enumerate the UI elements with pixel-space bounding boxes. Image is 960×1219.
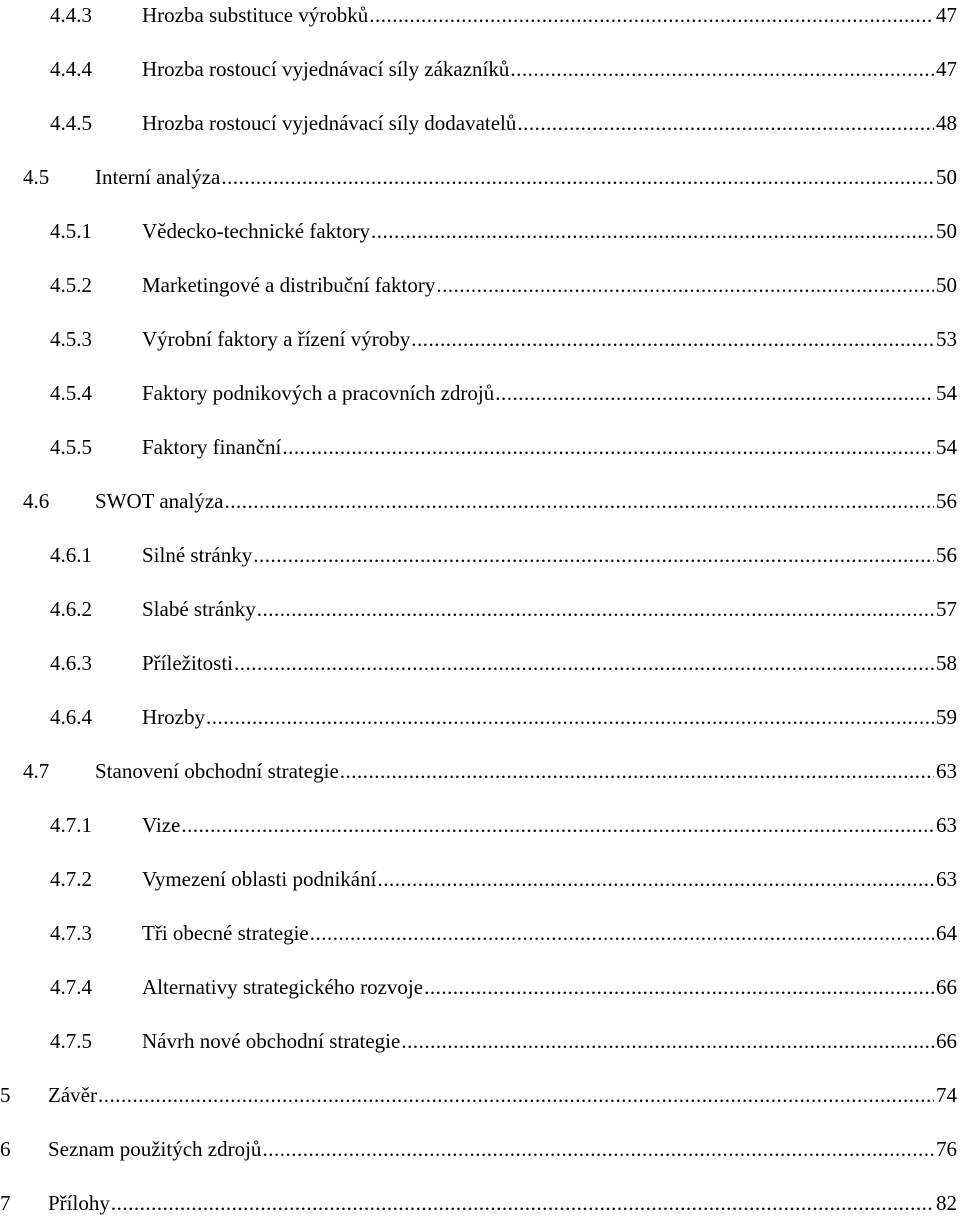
dot-leader (282, 432, 934, 462)
toc-entry[interactable] (0, 864, 957, 894)
toc-entry-page: 50 (936, 219, 957, 243)
toc-entry-number: 4.6.1 (50, 543, 92, 567)
toc-entry-number: 4.4.3 (50, 3, 92, 27)
toc-entry[interactable] (0, 972, 957, 1002)
toc-entry-number: 4.6.4 (50, 705, 92, 729)
toc-entry-number: 4.5.1 (50, 219, 92, 243)
toc-entry-title: Hrozba rostoucí vyjednávací síly dodavatelů (142, 111, 517, 135)
toc-entry-page: 57 (936, 597, 957, 621)
toc-entry-title: Marketingové a distribuční faktory (142, 273, 436, 297)
toc-entry-page: 59 (936, 705, 957, 729)
dot-leader (369, 0, 934, 30)
toc-entry[interactable] (0, 1026, 957, 1056)
toc-entry-number: 6 (0, 1137, 11, 1161)
dot-leader (206, 702, 934, 732)
toc-entry-number: 4.7.2 (50, 867, 92, 891)
dot-leader (262, 1134, 934, 1164)
dot-leader (411, 324, 934, 354)
toc-entry[interactable] (0, 648, 957, 678)
toc-entry-page: 56 (936, 489, 957, 513)
toc-entry-page: 58 (936, 651, 957, 675)
toc-entry[interactable] (0, 756, 957, 786)
dot-leader (377, 864, 934, 894)
toc-entry-page: 82 (936, 1191, 957, 1215)
toc-entry-page: 47 (936, 57, 957, 81)
toc-entry-page: 53 (936, 327, 957, 351)
toc-entry-title: SWOT analýza (95, 489, 224, 513)
toc-entry-title: Faktory podnikových a pracovních zdrojů (142, 381, 495, 405)
toc-entry-page: 66 (936, 975, 957, 999)
toc-entry-title: Hrozba rostoucí vyjednávací síly zákazníků (142, 57, 510, 81)
toc-entry[interactable] (0, 486, 957, 516)
toc-entry-number: 4.7.3 (50, 921, 92, 945)
dot-leader (257, 594, 934, 624)
toc-entry[interactable] (0, 702, 957, 732)
dot-leader (234, 648, 934, 678)
toc-entry-number: 4.7.4 (50, 975, 92, 999)
dot-leader (340, 756, 934, 786)
dot-leader (436, 270, 934, 300)
toc-entry-page: 48 (936, 111, 957, 135)
toc-entry[interactable] (0, 162, 957, 192)
toc-entry[interactable] (0, 0, 957, 30)
toc-entry-title: Příležitosti (142, 651, 233, 675)
toc-entry-title: Faktory finanční (142, 435, 282, 459)
toc-entry[interactable] (0, 1188, 957, 1218)
toc-entry-number: 4.5.2 (50, 273, 92, 297)
toc-entry-page: 66 (936, 1029, 957, 1053)
toc-entry-title: Vědecko-technické faktory (142, 219, 370, 243)
toc-entry[interactable] (0, 432, 957, 462)
dot-leader (401, 1026, 934, 1056)
toc-entry[interactable] (0, 918, 957, 948)
toc-entry[interactable] (0, 1080, 957, 1110)
toc-entry-title: Vize (142, 813, 181, 837)
toc-entry-title: Hrozba substituce výrobků (142, 3, 369, 27)
toc-entry-number: 4.6 (23, 489, 50, 513)
toc-entry-title: Vymezení oblasti podnikání (142, 867, 377, 891)
toc-entry-page: 50 (936, 273, 957, 297)
dot-leader (253, 540, 934, 570)
toc-entry-number: 4.4.5 (50, 111, 92, 135)
toc-entry-title: Hrozby (142, 705, 205, 729)
toc-entry[interactable] (0, 540, 957, 570)
toc-entry-number: 4.4.4 (50, 57, 92, 81)
toc-entry-page: 54 (936, 381, 957, 405)
toc-entry-title: Alternativy strategického rozvoje (142, 975, 424, 999)
toc-entry-page: 56 (936, 543, 957, 567)
toc-entry-number: 4.5 (23, 165, 50, 189)
toc-entry-page: 47 (936, 3, 957, 27)
dot-leader (111, 1188, 934, 1218)
toc-entry[interactable] (0, 270, 957, 300)
toc-entry-number: 4.5.5 (50, 435, 92, 459)
toc-entry[interactable] (0, 810, 957, 840)
toc-entry-number: 4.6.2 (50, 597, 92, 621)
toc-entry-page: 50 (936, 165, 957, 189)
toc-entry-title: Tři obecné strategie (142, 921, 309, 945)
toc-entry-page: 74 (936, 1083, 957, 1107)
dot-leader (98, 1080, 934, 1110)
toc-entry-title: Seznam použitých zdrojů (48, 1137, 262, 1161)
toc-entry-title: Výrobní faktory a řízení výroby (142, 327, 411, 351)
toc-entry-number: 4.6.3 (50, 651, 92, 675)
toc-entry-title: Interní analýza (95, 165, 221, 189)
toc-entry[interactable] (0, 216, 957, 246)
toc-entry-page: 63 (936, 759, 957, 783)
toc-entry[interactable] (0, 324, 957, 354)
toc-entry-number: 5 (0, 1083, 11, 1107)
toc-entry-page: 76 (936, 1137, 957, 1161)
toc-entry-title: Stanovení obchodní strategie (95, 759, 339, 783)
toc-entry-page: 64 (936, 921, 957, 945)
dot-leader (310, 918, 934, 948)
toc-entry-number: 4.7 (23, 759, 50, 783)
dot-leader (424, 972, 934, 1002)
toc-entry-title: Závěr (48, 1083, 97, 1107)
toc-entry-title: Přílohy (48, 1191, 110, 1215)
toc-entry[interactable] (0, 54, 957, 84)
toc-entry[interactable] (0, 378, 957, 408)
dot-leader (495, 378, 934, 408)
dot-leader (221, 162, 934, 192)
dot-leader (181, 810, 934, 840)
toc-entry-number: 4.7.1 (50, 813, 92, 837)
toc-entry-title: Návrh nové obchodní strategie (142, 1029, 401, 1053)
dot-leader (517, 108, 934, 138)
toc-entry[interactable] (0, 1134, 957, 1164)
toc-entry-title: Silné stránky (142, 543, 253, 567)
toc-entry-page: 63 (936, 867, 957, 891)
dot-leader (371, 216, 934, 246)
toc-entry-number: 4.5.3 (50, 327, 92, 351)
dot-leader (510, 54, 934, 84)
toc-entry-page: 63 (936, 813, 957, 837)
toc-entry-number: 4.5.4 (50, 381, 92, 405)
toc-entry-title: Slabé stránky (142, 597, 256, 621)
toc-entry-number: 7 (0, 1191, 11, 1215)
dot-leader (224, 486, 934, 516)
toc-entry[interactable] (0, 594, 957, 624)
toc-entry-page: 54 (936, 435, 957, 459)
toc-entry-number: 4.7.5 (50, 1029, 92, 1053)
toc-entry[interactable] (0, 108, 957, 138)
